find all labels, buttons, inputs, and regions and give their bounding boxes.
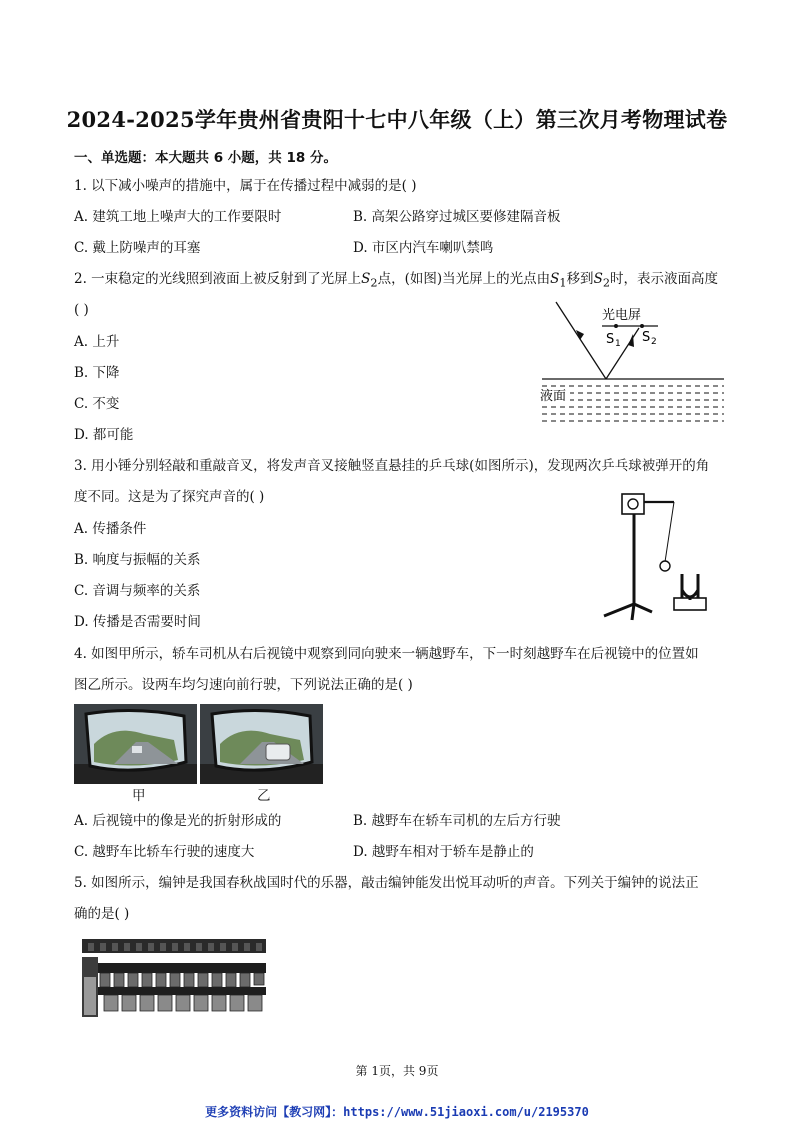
label-jia: 甲 bbox=[132, 788, 146, 804]
q4-option-c: C. 越野车比轿车行驶的速度大 bbox=[74, 844, 255, 860]
q4-option-a: A. 后视镜中的像是光的折射形成的 bbox=[74, 813, 282, 829]
q4-stem-line1: 4. 如图甲所示，轿车司机从右后视镜中观察到同向驶来一辆越野车，下一时刻越野车在后视镜中的位置如 bbox=[74, 646, 699, 662]
section-heading: 一、单选题：本大题共 6 小题，共 18 分。 bbox=[74, 150, 337, 166]
q1-option-a: A. 建筑工地上噪声大的工作要限时 bbox=[74, 209, 282, 225]
q2-stem-line1: 2. 一束稳定的光线照到液面上被反射到了光屏上$S_2$点，(如图)当光屏上的光点由$S_1$移到$S_2$时，表示液面高度 bbox=[74, 271, 718, 290]
q4-stem-line2: 图乙所示。设两车均匀速向前行驶，下列说法正确的是( ) bbox=[74, 677, 413, 693]
q3-stem-line1: 3. 用小锤分别轻敲和重敲音叉，将发声音叉接触竖直悬挂的乒乓球(如图所示)，发现两次乒乓球被弹开的角 bbox=[74, 458, 710, 474]
q4-option-b: B. 越野车在轿车司机的左后方行驶 bbox=[353, 813, 561, 829]
q3-option-a: A. 传播条件 bbox=[74, 521, 147, 537]
q1-stem: 1. 以下减小噪声的措施中，属于在传播过程中减弱的是( ) bbox=[74, 178, 417, 194]
q5-stem-line2: 确的是( ) bbox=[74, 906, 130, 922]
promo-link[interactable]: 更多资料访问【教习网】：https://www.51jiaoxi.com/u/2195370 bbox=[205, 1105, 589, 1119]
svg-text:S: S bbox=[606, 332, 615, 347]
svg-text:S: S bbox=[642, 330, 651, 345]
q1-option-d: D. 市区内汽车喇叭禁鸣 bbox=[353, 240, 494, 256]
q3-stem-line2: 度不同。这是为了探究声音的( ) bbox=[74, 489, 265, 505]
q3-option-b: B. 响度与振幅的关系 bbox=[74, 552, 201, 568]
q1-option-b: B. 高架公路穿过城区要修建隔音板 bbox=[353, 209, 561, 225]
svg-text:2: 2 bbox=[651, 337, 657, 347]
q4-option-d: D. 越野车相对于轿车是静止的 bbox=[353, 844, 534, 860]
bianzhong-photo bbox=[78, 937, 268, 1019]
q5-stem-line1: 5. 如图所示，编钟是我国春秋战国时代的乐器，敲击编钟能发出悦耳动听的声音。下列关于编钟的说法正 bbox=[74, 875, 699, 891]
q1-option-c: C. 戴上防噪声的耳塞 bbox=[74, 240, 201, 256]
q3-option-c: C. 音调与频率的关系 bbox=[74, 583, 201, 599]
q3-tuning-fork-figure bbox=[598, 486, 718, 626]
fig-liquid-label: 液面 bbox=[540, 389, 567, 404]
q2-reflection-figure bbox=[536, 300, 726, 430]
q2-option-c: C. 不变 bbox=[74, 396, 120, 412]
label-yi: 乙 bbox=[257, 788, 271, 804]
q3-option-d: D. 传播是否需要时间 bbox=[74, 614, 201, 630]
mirror-photo-jia bbox=[74, 704, 197, 784]
exam-title: 2024-2025学年贵州省贵阳十七中八年级（上）第三次月考物理试卷 bbox=[66, 107, 728, 132]
q2-option-a: A. 上升 bbox=[74, 334, 120, 350]
page-footer: 第 1页，共 9页 bbox=[355, 1064, 439, 1078]
mirror-photo-yi bbox=[200, 704, 323, 784]
q2-option-d: D. 都可能 bbox=[74, 427, 134, 443]
fig-screen-label: 光电屏 bbox=[602, 308, 642, 323]
q2-option-b: B. 下降 bbox=[74, 365, 120, 381]
q2-stem-line2: ( ) bbox=[74, 302, 89, 318]
svg-text:1: 1 bbox=[615, 339, 621, 349]
